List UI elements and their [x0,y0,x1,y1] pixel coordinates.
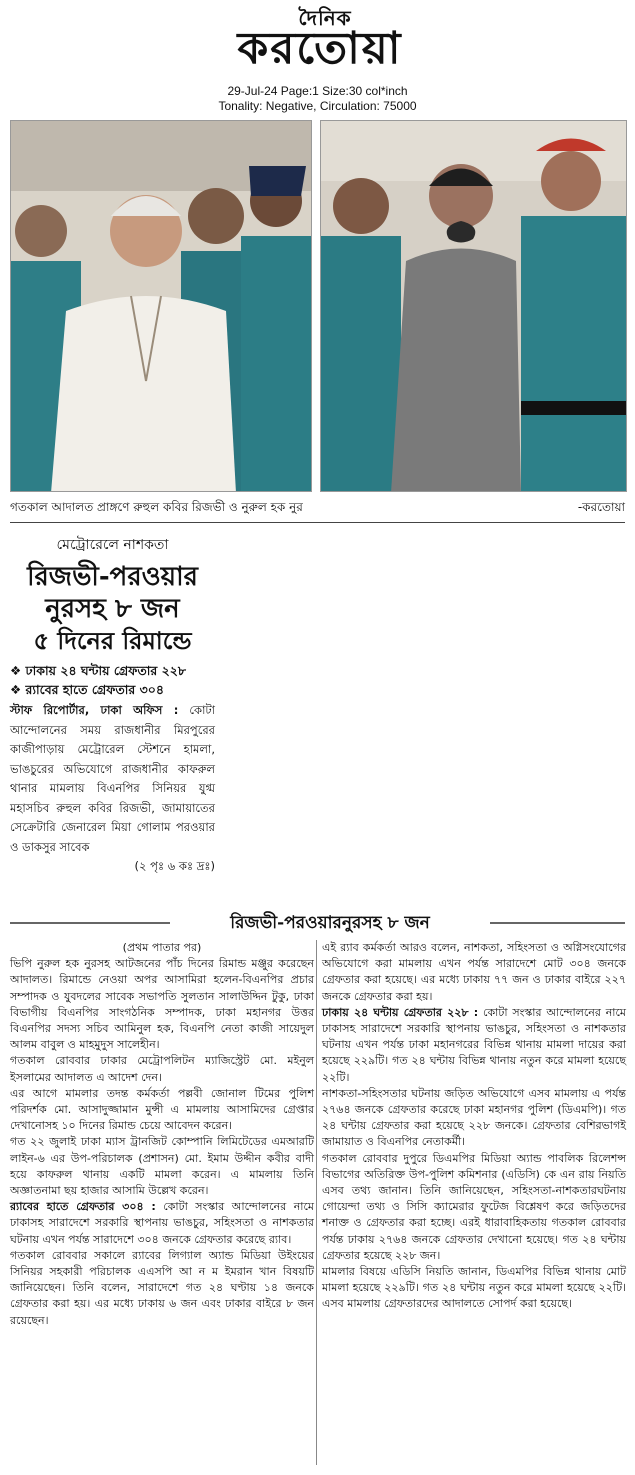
article-paragraph [322,1005,626,1086]
column-divider [316,940,317,1465]
dhaka-subhead: ঢাকায় ২৪ ঘন্টায় গ্রেফতার ২২৮ : [322,1005,479,1019]
masthead-title: করতোয়া [237,23,403,74]
lead-headline-line2: নুরসহ ৮ জন [45,594,180,624]
lead-kicker: মেট্রোরেলে নাশকতা [56,537,169,553]
divider [10,522,625,523]
continuation-title: রিজভী-পরওয়ারনুরসহ ৮ জন [170,910,490,938]
lead-body-text: কোটা আন্দোলনের সময় রাজধানীর মিরপুরের কাজীপাড়ায় মেট্রোরেল স্টেশনে হামলা, ভাঙচুরের অভিযোগে রাজধানীর কাফরুল থানার মামলায় বিএনপির সিনিয়র যুগ্ম মহাসচিব রুহুল কবির রিজভী, জামায়াতের সেক্রেটারি জেনারেল মিয়া গোলাম পরওয়ার ও ডাকসুর সাবেক [10,703,216,854]
article-paragraph: গত ২২ জুলাই ঢাকা ম্যাস ট্রানজিট কোম্পানি লিমিটেডের এমআরটি লাইন-৬ এর উপ-পরিচালক (প্রশাসন) মো. ইমাম উদ্দীন কবীর বাদী হয়ে কাফরুল থানায় একটি মামলা করেন। এ মামলায় তিনি অজ্ঞাতনামা ছয় হাজার আসামি উল্লেখ করেন। [10,1135,314,1198]
lead-headline-line3: ৫ দিনের রিমান্ডে [33,626,192,655]
lead-story [10,533,215,877]
masthead-small-title: দৈনিক [298,6,352,30]
continuation-header [10,910,625,936]
dhaka-text: কোটা সংস্কার আন্দোলনের নামে ঢাকাসহ সারাদেশে সরকারি স্থাপনায় ভাঙচুর, সহিংসতা ও নাশকতার ঘটনায় এখন পর্যন্ত ঢাকা মহানগরের বিভিন্ন থানায় মামলা দায়ের করা হয়েছে ২২৯টি। গত ২৪ ঘন্টায় বিভিন্ন থানায় নতুন করে মামলা হয়েছে ২২টি। [322,1005,626,1084]
photo-nur [320,120,627,492]
rab-text: কোটা সংস্কার আন্দোলনের নামে ঢাকাসহ সারাদেশে সরকারি স্থাপনায় ভাঙচুর, সহিংসতা ও নাশকতার ঘটনায় এখন পর্যন্ত সারাদেশে ৩০৪ জনকে গ্রেফতার করেছে র‌্যাব। [10,1200,315,1246]
rab-subhead: র‌্যাবের হাতে গ্রেফতার ৩০৪ : [10,1200,156,1214]
lead-bullet: ❖ ঢাকায় ২৪ ঘন্টায় গ্রেফতার ২২৮ [10,663,186,678]
article-paragraph: গতকাল রোববার দুপুরে ডিএমপির মিডিয়া অ্যান্ড পাবলিক রিলেশন্স বিভাগের অতিরিক্ত উপ-পুলিশ কমিশনার (এডিসি) কে এন রায় নিয়তি এসব তথ্য জানান। তিনি জানিয়েছেন, সহিংসতা-নাশকতারঘটনায় গোয়েন্দা তথ্য ও সিসি ক্যামেরার ফুটেজ বিশ্লেষণ করে জড়িতদের শনাক্ত ও গ্রেফতার করা হচ্ছে। এরই ধারাবাহিকতায় গতকাল রোববার পর্যন্ত ঢাকায় ২৭৬৪ জনকে গ্রেফতার দেখানো হয়েছে। গত ২৪ ঘন্টায় গ্রেফতার হয়েছে ২২৮ জন। [322,1151,626,1262]
photo-rizvi [10,120,312,492]
article-paragraph: এর আগে মামলার তদন্ত কর্মকর্তা পল্লবী জোনাল টিমের পুলিশ পরিদর্শক মো. আসাদুজ্জামান মুন্সী এ মামলায় আসামিদের গ্রেপ্তার দেখানোসহ ১০ দিনের রিমান্ড চেয়ে আবেদন করেন। [10,1086,314,1133]
from-page-note: (প্রথম পাতার পর) [122,941,202,954]
lead-bullet: ❖ র‌্যাবের হাতে গ্রেফতার ৩০৪ [10,682,165,697]
masthead [0,0,635,82]
article-paragraph: ভিপি নুরুল হক নুরসহ আটজনের পাঁচ দিনের রিমান্ড মঞ্জুর করেছেন আদালত। রিমান্ডে নেওয়া অপর আসামিরা হলেন-বিএনপির প্রচার সম্পাদক ও যুবদলের সাবেক সভাপতি সুলতান সালাউদ্দিন টুকু, ঢাকা বিভাগীয় বিএনপির সাংগঠনিক সম্পাদক, ঢাকা মহানগর উত্তর বিএনপির সদস্য সচিব আমিনুল হক, বিএনপি নেতা কাজী সায়েদুল আলম বাবুল ও মাহমুদুস সালেহীন। [10,957,314,1052]
article-paragraph: নাশকতা-সহিংসতার ঘটনায় জড়িত অভিযোগে এসব মামলায় এ পর্যন্ত ২৭৬৪ জনকে গ্রেফতার করেছে ঢাকা মহানগর পুলিশ (ডিএমপি)। গত ২৪ ঘন্টায় গ্রেফতার করা হয়েছে ২২৮ জনকে। গ্রেফতার বেশিরভাগই জামায়াত ও বিএনপির নেতাকর্মী। [322,1086,626,1149]
news-photos [10,120,627,492]
lead-byline: স্টাফ রিপোর্টার, ঢাকা অফিস : [10,703,179,717]
lead-headline-line1: রিজভী-পরওয়ার [27,562,198,592]
continuation-column-right [322,940,626,1313]
continuation-column-left [10,940,314,1329]
article-paragraph: মামলার বিষয়ে এডিসি নিয়তি জানান, ডিএমপির বিভিন্ন থানায় মোট মামলা হয়েছে ২২৯টি। গত ২৪ ঘন্টায় নতুন করে মামলা হয়েছে ২২টি। এসব মামলায় গ্রেফতারদের আদালতে সোপর্দ করা হয়েছে। [322,1265,626,1311]
article-paragraph: গতকাল রোববার ঢাকার মেট্রোপলিটন ম্যাজিস্ট্রেট মো. মইনুল ইসলামের আদালত এ আদেশ দেন। [10,1054,314,1084]
clipping-meta-tonality: Tonality: Negative, Circulation: 75000 [218,99,417,113]
lead-continued-note: (২ পৃঃ ৬ কঃ দ্রঃ) [134,859,215,873]
article-paragraph: এই র‌্যাব কর্মকর্তা আরও বলেন, নাশকতা, সহিংসতা ও অগ্নিসংযোগের অভিযোগে করা মামলায় এখন পর্যন্ত সারাদেশে মোট ৩০৪ জনকে গ্রেফতার করা হয়েছে। এর মধ্যে ঢাকায় ৭৭ জন ও ঢাকার বাইরে ২২৭ জনকে গ্রেফতার করা হয়। [322,941,626,1003]
photo-credit: -করতোয়া [577,500,625,514]
clipping-meta-date: 29-Jul-24 Page:1 Size:30 col*inch [227,84,408,98]
header-rule-left [10,922,170,924]
article-paragraph [10,1199,314,1248]
lead-body [10,701,215,877]
photo-caption: গতকাল আদালত প্রাঙ্গণে রুহুল কবির রিজভী ও নুরুল হক নুর [10,500,303,514]
header-rule-right [490,922,625,924]
article-paragraph: গতকাল রোববার সকালে র‌্যাবের লিগ্যাল অ্যান্ড মিডিয়া উইংয়ের সিনিয়র সহকারী পরিচালক এএসপি আ ন ম ইমরান খান বিষয়টি জানিয়েছেন। তিনি বলেন, সারাদেশে গত ২৪ ঘণ্টায় ১৪ জনকে গ্রেফতার করা হয়। এর মধ্যে ঢাকায় ৬ জন এবং ঢাকার বাইরে ৮ জন রয়েছেন। [10,1248,314,1327]
